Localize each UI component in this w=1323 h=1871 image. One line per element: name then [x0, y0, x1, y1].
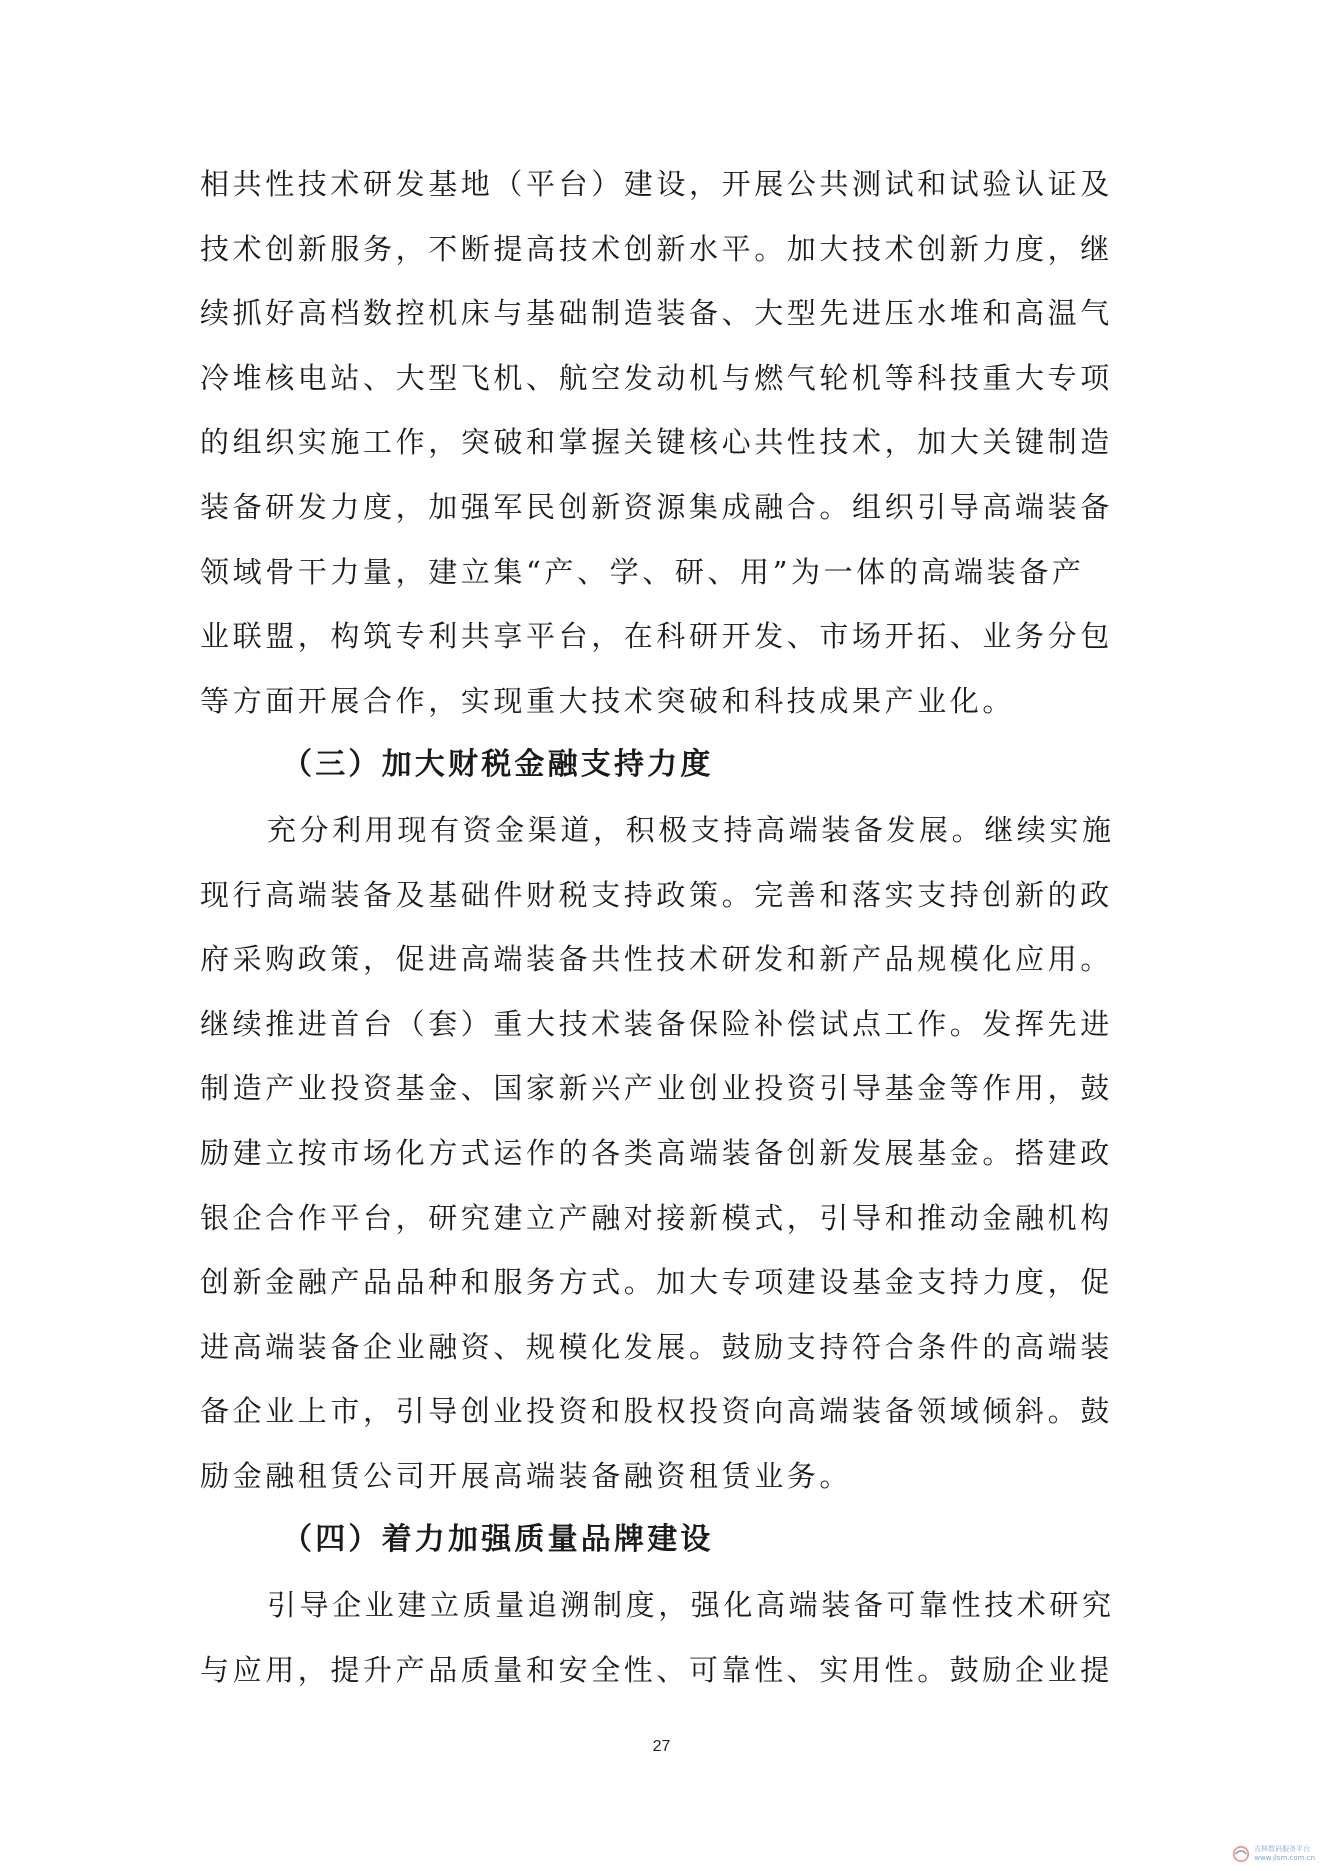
text-line: 现行高端装备及基础件财税支持政策。完善和落实支持创新的政 [200, 877, 1113, 912]
section-heading: （三）加大财税金融支持力度 [282, 747, 714, 783]
text-line: 府采购政策，促进高端装备共性技术研发和新产品规模化应用。 [200, 942, 1113, 977]
text-line: 制造产业投资基金、国家新兴产业创业投资引导基金等作用，鼓 [200, 1071, 1113, 1106]
text-line: 引导企业建立质量追溯制度，强化高端装备可靠性技术研究 [267, 1588, 1115, 1623]
document-body [200, 152, 1122, 1702]
text-line: 创新金融产品品种和服务方式。加大专项建设基金支持力度，促 [200, 1265, 1113, 1300]
text-line: 技术创新服务，不断提高技术创新水平。加大技术创新力度，继 [200, 231, 1113, 266]
watermark [1232, 1845, 1315, 1863]
text-line: 与应用，提升产品质量和安全性、可靠性、实用性。鼓励企业提 [200, 1652, 1113, 1687]
swirl-logo-icon [1232, 1845, 1250, 1863]
text-line: 银企合作平台，研究建立产融对接新模式，引导和推动金融机构 [200, 1200, 1113, 1235]
text-line: 备企业上市，引导创业投资和股权投资向高端装备领域倾斜。鼓 [200, 1394, 1113, 1429]
text-line: 励建立按市场化方式运作的各类高端装备创新发展基金。搭建政 [200, 1135, 1113, 1170]
text-line: 励金融租赁公司开展高端装备融资租赁业务。 [200, 1458, 853, 1493]
text-line: 续抓好高档数控机床与基础制造装备、大型先进压水堆和高温气 [200, 296, 1113, 331]
watermark-name: 吉林数码服务平台 [1254, 1845, 1311, 1853]
page-number: 27 [652, 1738, 671, 1755]
text-line: 充分利用现有资金渠道，积极支持高端装备发展。继续实施 [267, 812, 1115, 847]
section-heading: （四）着力加强质量品牌建设 [282, 1522, 714, 1558]
text-line: 业联盟，构筑专利共享平台，在科研开发、市场开拓、业务分包 [200, 619, 1113, 654]
text-line: 装备研发力度，加强军民创新资源集成融合。组织引导高端装备 [200, 489, 1113, 524]
text-line: 进高端装备企业融资、规模化发展。鼓励支持符合条件的高端装 [200, 1329, 1113, 1364]
text-line: 的组织实施工作，突破和掌握关键核心共性技术，加大关键制造 [200, 425, 1113, 460]
text-line: 继续推进首台（套）重大技术装备保险补偿试点工作。发挥先进 [200, 1006, 1113, 1041]
text-line: 冷堆核电站、大型飞机、航空发动机与燃气轮机等科技重大专项 [200, 360, 1113, 395]
text-line: 等方面开展合作，实现重大技术突破和科技成果产业化。 [200, 683, 1016, 718]
text-line: 相共性技术研发基地（平台）建设，开展公共测试和试验认证及 [200, 167, 1113, 201]
text-line: 领域骨干力量，建立集“产、学、研、用”为一体的高端装备产 [200, 554, 1085, 589]
watermark-url: www.jlsm.com.cn [1254, 1854, 1315, 1862]
